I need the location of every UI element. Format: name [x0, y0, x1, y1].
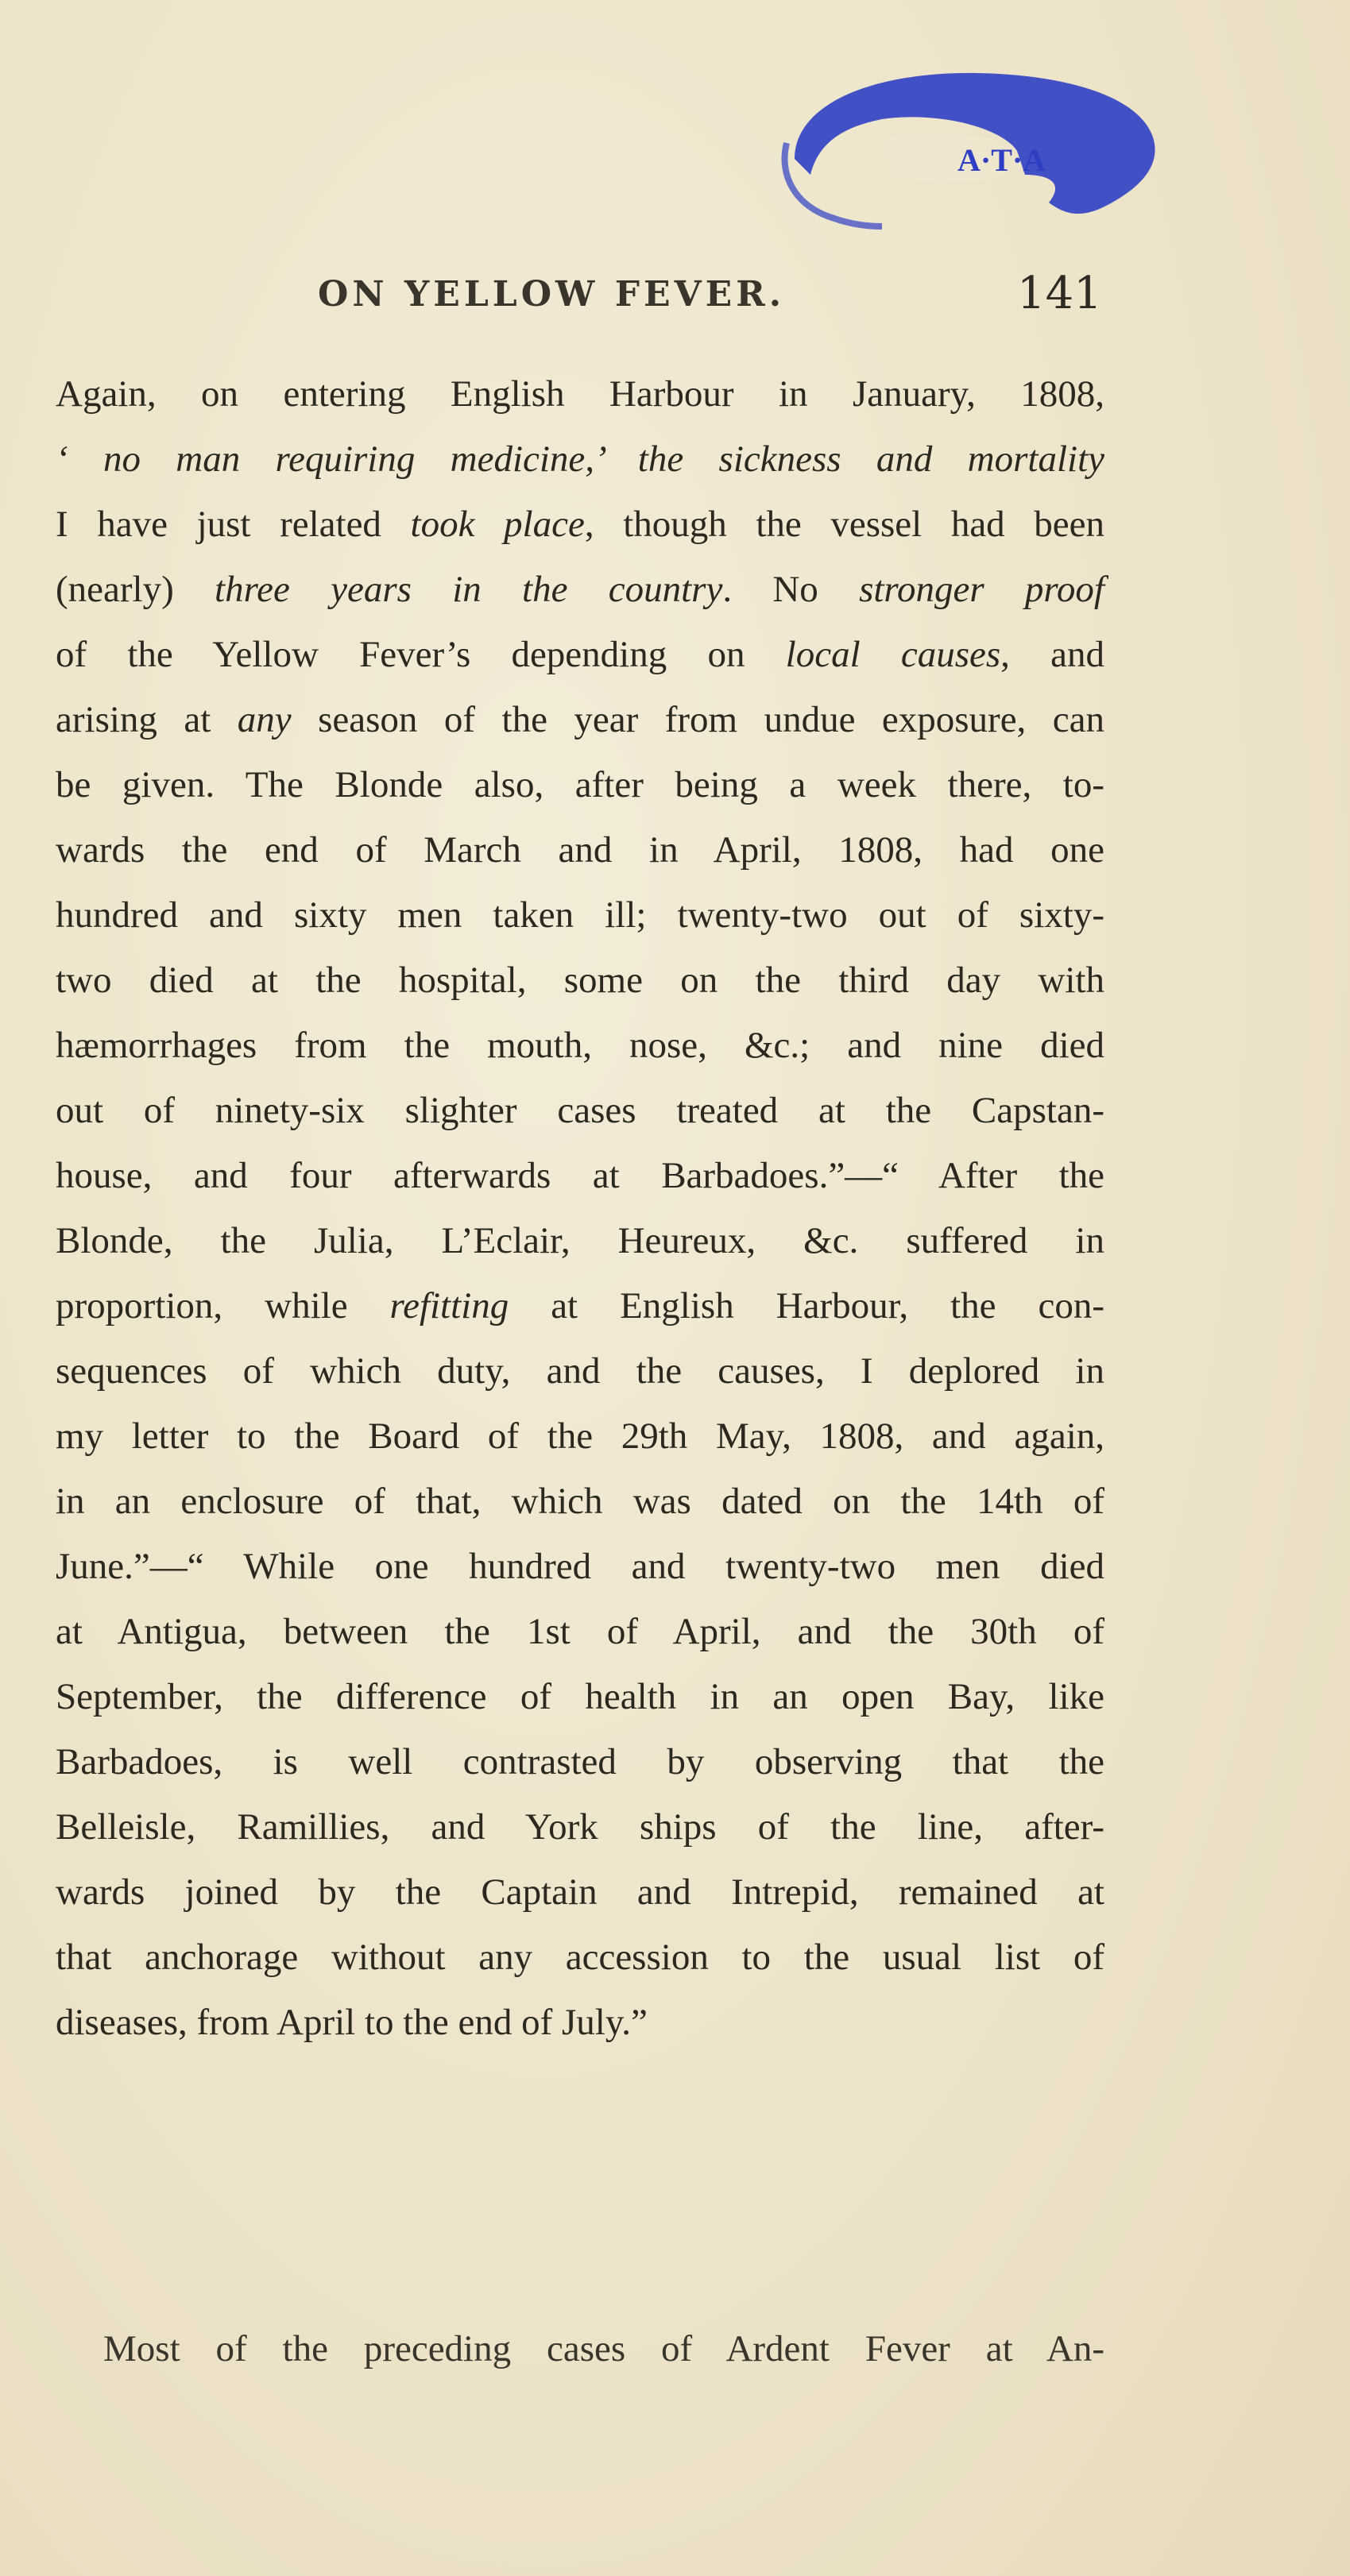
text-line	[56, 1794, 1104, 1860]
text-segment: Again, on entering English Harbour in January, 1808,	[56, 373, 1104, 415]
text-line	[56, 622, 1104, 687]
text-segment: diseases, from April to the end of July.”	[56, 2002, 648, 2043]
text-segment: of the Yellow Fever’s depending on	[56, 634, 786, 675]
text-segment: Barbadoes, is well contrasted by observing that the	[56, 1741, 1104, 1782]
text-segment: wards joined by the Captain and Intrepid, remained at	[56, 1871, 1104, 1913]
text-segment: out of ninety-six slighter cases treated at the Capstan-	[56, 1090, 1104, 1131]
running-title: ON YELLOW FEVER.	[318, 274, 786, 315]
text-line	[56, 1273, 1104, 1338]
text-segment: be given. The Blonde also, after being a week there, to-	[56, 764, 1104, 805]
text-segment: hæmorrhages from the mouth, nose, &c.; and nine died	[56, 1025, 1104, 1066]
text-line	[56, 1925, 1104, 1990]
italic-segment: three years in the country	[215, 569, 723, 610]
text-line	[56, 492, 1104, 557]
text-segment: my letter to the Board of the 29th May, 1808, and again,	[56, 1415, 1104, 1457]
text-line	[56, 361, 1104, 427]
text-segment: at English Harbour, the con-	[509, 1285, 1104, 1327]
text-line	[56, 1599, 1104, 1664]
text-segment: Blonde, the Julia, L’Eclair, Heureux, &c. suffered in	[56, 1220, 1104, 1261]
library-stamp	[763, 56, 1176, 246]
italic-segment: local causes	[785, 634, 1001, 675]
text-segment: Belleisle, Ramillies, and York ships of the line, after-	[56, 1806, 1104, 1848]
text-line	[56, 1143, 1104, 1208]
text-line	[56, 1860, 1104, 1925]
text-line	[56, 1534, 1104, 1599]
text-segment: hundred and sixty men taken ill; twenty-two out of sixty-	[56, 894, 1104, 936]
text-segment: , though the vessel had been	[584, 504, 1105, 545]
text-segment: at Antigua, between the 1st of April, and the 30th of	[56, 1611, 1104, 1652]
text-segment: wards the end of March and in April, 1808, had one	[56, 829, 1104, 871]
text-line	[56, 1404, 1104, 1469]
text-segment: September, the difference of health in an open Bay, like	[56, 1676, 1104, 1717]
text-segment: (nearly)	[56, 569, 215, 610]
text-segment: . No	[722, 569, 860, 610]
text-segment: season of the year from undue exposure, can	[291, 699, 1104, 740]
paragraph-2-first-line: Most of the preceding cases of Ardent Fever at An-	[103, 2328, 1104, 2369]
text-line	[56, 1469, 1104, 1534]
italic-segment: ‘ no man requiring medicine,’ the sickness and mortality	[56, 438, 1104, 480]
text-segment: proportion, while	[56, 1285, 390, 1327]
text-line	[56, 752, 1104, 817]
italic-segment: took place	[410, 504, 585, 545]
text-line	[56, 1664, 1104, 1729]
italic-segment: any	[237, 699, 292, 740]
paragraph-1	[56, 361, 1104, 2055]
text-segment: June.”—“ While one hundred and twenty-two men died	[56, 1546, 1104, 1587]
text-line	[56, 882, 1104, 948]
italic-segment: stronger proof	[859, 569, 1104, 610]
page-number: 141	[1017, 268, 1102, 319]
text-line	[56, 427, 1104, 492]
page-header	[0, 268, 1350, 338]
text-line	[56, 687, 1104, 752]
text-segment: house, and four afterwards at Barbadoes.”—“ After the	[56, 1155, 1104, 1196]
text-segment: I have just related	[56, 504, 411, 545]
text-segment: arising at	[56, 699, 238, 740]
text-line	[56, 1990, 1104, 2055]
text-segment: in an enclosure of that, which was dated on the 14th of	[56, 1481, 1104, 1522]
text-line	[56, 1078, 1104, 1143]
text-segment: sequences of which duty, and the causes, I deplored in	[56, 1350, 1104, 1392]
text-line	[56, 1208, 1104, 1273]
text-line	[56, 1013, 1104, 1078]
text-line	[56, 948, 1104, 1013]
text-line	[56, 1729, 1104, 1794]
text-segment: that anchorage without any accession to the usual list of	[56, 1937, 1104, 1978]
text-line	[56, 817, 1104, 882]
stamp-text: A·T·A	[957, 142, 1046, 178]
text-line	[56, 1338, 1104, 1404]
text-segment: , and	[1000, 634, 1104, 675]
text-segment: two died at the hospital, some on the third day with	[56, 960, 1104, 1001]
italic-segment: refitting	[389, 1285, 509, 1327]
text-line	[56, 557, 1104, 622]
